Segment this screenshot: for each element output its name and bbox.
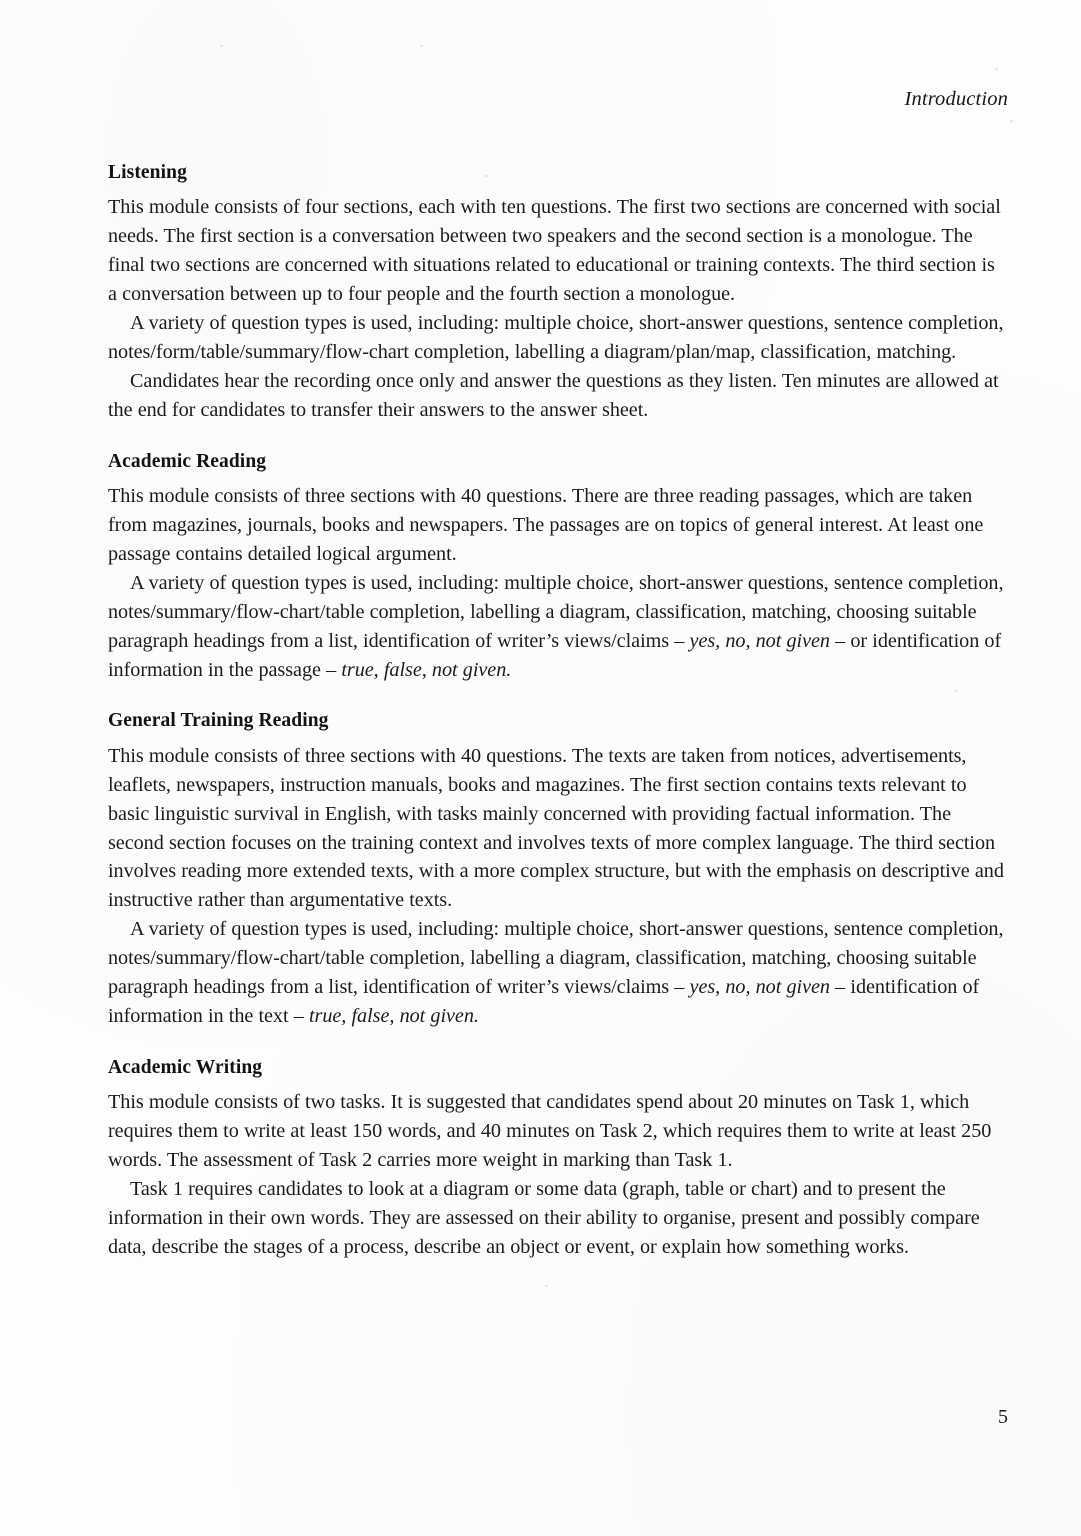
text-run: This module consists of two tasks. It is suggested that candidates spend about 20 minutes on Task 1, which requires them to write at least 150 words, and 40 minutes on Task 2, which requires them to write at least 250 words. The assessment of Task 2 carries more weight in marking than Task 1. xyxy=(108,1091,992,1172)
section-heading: Academic Writing xyxy=(108,1056,263,1078)
italic-term: yes, no, not given xyxy=(689,976,830,999)
running-head: Introduction xyxy=(904,88,1008,110)
page-number: 5 xyxy=(998,1406,1008,1428)
italic-term: true, false, not given. xyxy=(341,658,512,681)
document-section xyxy=(108,451,1008,685)
text-run: A variety of question types is used, including: multiple choice, short-answer questions, sentence completion, notes/summary/flow-chart/table completion, labelling a diagram, classification, matching, choosing suitable paragraph headings from a list, identification of writer’s views/claims – xyxy=(108,918,1004,999)
text-run: A variety of question types is used, including: multiple choice, short-answer questions, sentence completion, notes/form/table/summary/flow-chart completion, labelling a diagram/plan/map, classification, matching. xyxy=(108,312,1004,363)
italic-term: yes, no, not given xyxy=(689,629,830,652)
text-run: A variety of question types is used, including: multiple choice, short-answer questions, sentence completion, notes/summary/flow-chart/table completion, labelling a diagram, classification, matching, choosing suitable paragraph headings from a list, identification of writer’s views/claims – xyxy=(108,571,1004,652)
italic-term: true, false, not given. xyxy=(308,1005,479,1028)
body-paragraph xyxy=(108,367,1008,425)
text-run: – identification of information in the text – xyxy=(108,976,980,1028)
body-paragraph xyxy=(108,742,1008,915)
text-run: Candidates hear the recording once only and answer the questions as they listen. Ten minutes are allowed at the end for candidates to transfer their answers to the answer sheet. xyxy=(108,369,999,421)
section-heading: Listening xyxy=(108,162,187,183)
body-paragraph xyxy=(108,309,1008,367)
text-run: This module consists of three sections with 40 questions. The texts are taken from notices, advertisements, leaflets, newspapers, instruction manuals, books and magazines. The first section contains texts relevant to basic linguistic survival in English, with tasks mainly concerned with providing factual information. The second section focuses on the training context and involves texts of more complex language. The third section involves reading more extended texts, with a more complex structure, but with the emphasis on descriptive and instructive rather than argumentative texts. xyxy=(108,744,1004,912)
body-paragraph xyxy=(108,915,1008,1031)
text-run: – or identification of information in the passage – xyxy=(108,629,1002,681)
body-paragraph xyxy=(108,193,1008,309)
text-run: Task 1 requires candidates to look at a diagram or some data (graph, table or chart) and to present the information in their own words. They are assessed on their ability to organise, present and possibly compare data, describe the stages of a process, describe an object or event, or explain how something works. xyxy=(108,1178,980,1258)
text-run: This module consists of four sections, each with ten questions. The first two sections are concerned with social needs. The first section is a conversation between two speakers and the second section is a monologue. The final two sections are concerned with situations related to educational or training contexts. The third section is a conversation between up to four people and the fourth section a monologue. xyxy=(108,196,1001,306)
section-heading: Academic Reading xyxy=(108,450,267,472)
section-heading: General Training Reading xyxy=(108,710,329,732)
document-section xyxy=(108,162,1008,425)
document-section xyxy=(108,1057,1008,1262)
text-run: This module consists of three sections with 40 questions. There are three reading passages, which are taken from magazines, journals, books and newspapers. The passages are on topics of general interest. At least one passage contains detailed logical argument. xyxy=(108,485,984,565)
body-paragraph xyxy=(108,1088,1008,1175)
scan-speck xyxy=(1010,120,1013,122)
body-paragraph xyxy=(108,482,1008,569)
document-section xyxy=(108,710,1008,1030)
page-content xyxy=(108,0,1008,1536)
document-body xyxy=(108,162,1008,1262)
body-paragraph xyxy=(108,569,1008,685)
body-paragraph xyxy=(108,1175,1008,1262)
